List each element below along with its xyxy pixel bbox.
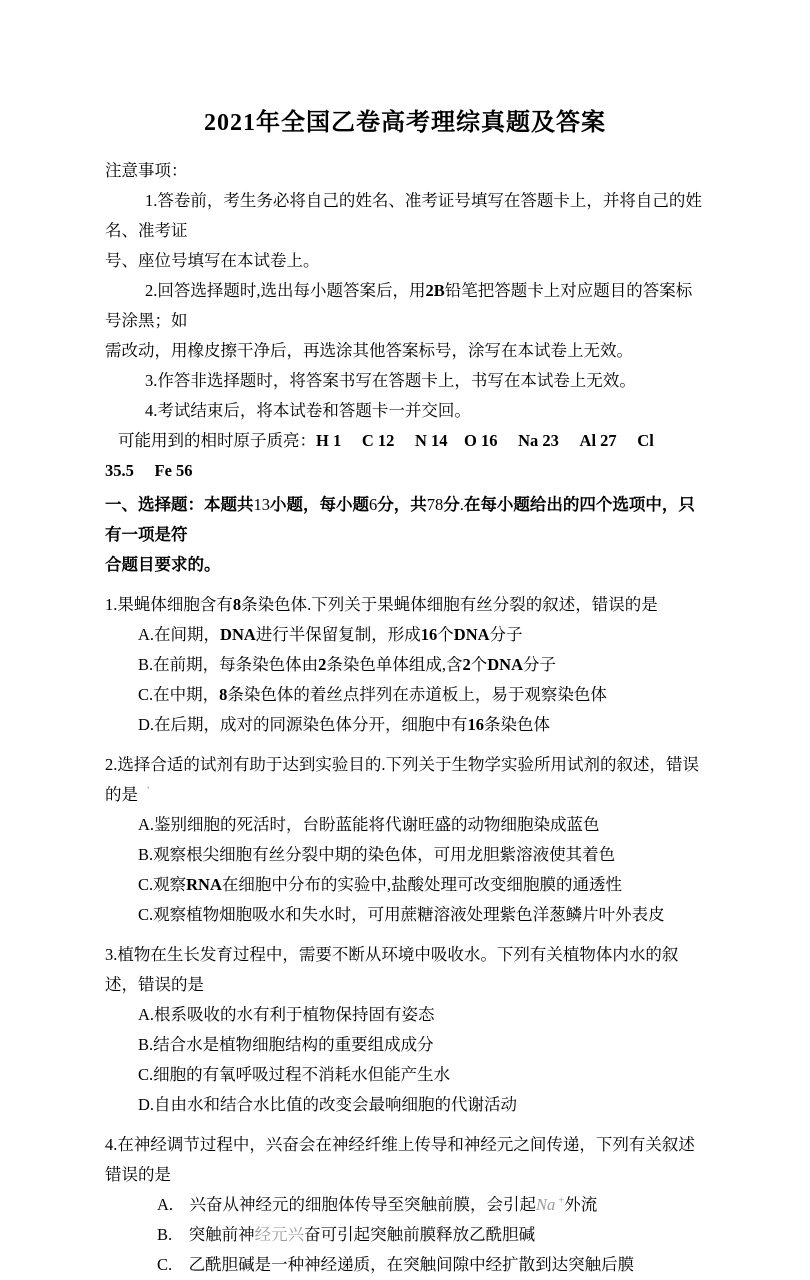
question-1-option-a: A.在间期，DNA进行半保留复制，形成16个DNA分子	[138, 625, 523, 644]
question-1-stem: 1.果蝇体细胞含有8条染色体.下列关于果蝇体细胞有丝分裂的叙述，错误的是	[105, 595, 658, 614]
question-1-option-b: B.在前期，每条染色体由2条染色单体组成,含2个DNA分子	[138, 655, 557, 674]
question-4-option-c: C. 乙酰胆碱是一种神经递质，在突触间隙中经扩散到达突触后膜	[157, 1255, 635, 1274]
question-3-stem: 3.植物在生长发育过程中，需要不断从环境中吸收水。下列有关植物体内水的叙述，错误的是	[105, 945, 679, 994]
notice-item-1: 1.答卷前，考生务必将自己的姓名、准考证号填写在答题卡上，并将自己的姓名、准考证 号、座位号填写在本试卷上。	[105, 191, 702, 270]
question-4-option-b: B. 突触前神经元兴奋可引起突触前膜释放乙酰胆碱	[157, 1225, 536, 1244]
question-2-option-c1: C.观察RNA在细胞中分布的实验中,盐酸处理可改变细胞膜的通透性	[138, 875, 623, 894]
question-4-option-a: A. 兴奋从神经元的细胞体传导至突触前膜，会引起Na +外流	[157, 1194, 598, 1214]
question-1-option-c: C.在中期，8条染色体的着丝点拌列在赤道板上，易于观察染色体	[138, 685, 607, 704]
question-4	[105, 1130, 705, 1280]
notice-item-3: 3.作答非选择题时，将答案书写在答题卡上，书写在本试卷上无效。	[145, 371, 636, 390]
question-2-option-a: A.鉴别细胞的死活时，台盼蓝能将代谢旺盛的动物细胞染成蓝色	[138, 815, 600, 834]
question-3	[105, 940, 705, 1120]
question-1	[105, 590, 705, 740]
atomic-mass-line: 可能用到的相时原子质亮：H 1 C 12 N 14 O 16 Na 23 Al 27 Cl 35.5 Fe 56	[105, 431, 654, 480]
section-heading: 一、选择题：本题共13小题，每小题6分，共78分.在每小题给出的四个选项中，只有一项是符 合题目要求的。	[105, 495, 695, 574]
question-4-stem: 4.在神经调节过程中，兴奋会在神经纤维上传导和神经元之间传递，下列有关叙述错误的是	[105, 1135, 695, 1184]
question-3-option-d: D.自由水和结合水比值的改变会最响细胞的代谢活动	[138, 1095, 518, 1114]
question-3-option-c: C.细胞的有氧呼吸过程不消耗水但能产生水	[138, 1065, 451, 1084]
question-2-stem: 2.选择合适的试剂有助于达到实验目的.下列关于生物学实验所用试剂的叙述，错误的是 $^ʼ$	[105, 755, 699, 804]
document-title: 2021年全国乙卷高考理综真题及答案	[204, 110, 606, 136]
notice-item-2: 2.回答选择题时,选出每小题答案后，用2B铅笔把答题卡上对应题目的答案标号涂黑；如 需改动，用橡皮擦干净后，再选涂其他答案标号，涂写在本试卷上无效。	[105, 281, 693, 360]
notice-item-4: 4.考试结束后，将本试卷和答题卡一并交回。	[145, 401, 471, 420]
question-3-option-b: B.结合水是植物细胞结构的重要组成成分	[138, 1035, 434, 1054]
question-1-option-d: D.在后期，成对的同源染色体分开，细胞中有16条染色体	[138, 715, 551, 734]
question-2-option-b: B.观察根尖细胞有丝分裂中期的染色体，可用龙胆紫溶液使其着色	[138, 845, 616, 864]
question-2-option-c2: C.观察植物畑胞吸水和失水时，可用蔗糖溶液处理紫色洋葱鳞片叶外表皮	[138, 905, 665, 924]
notice-label: 注意事项：	[105, 161, 188, 180]
question-3-option-a: A.根系吸收的水有利于植物保持固有姿态	[138, 1005, 435, 1024]
question-2	[105, 750, 705, 930]
